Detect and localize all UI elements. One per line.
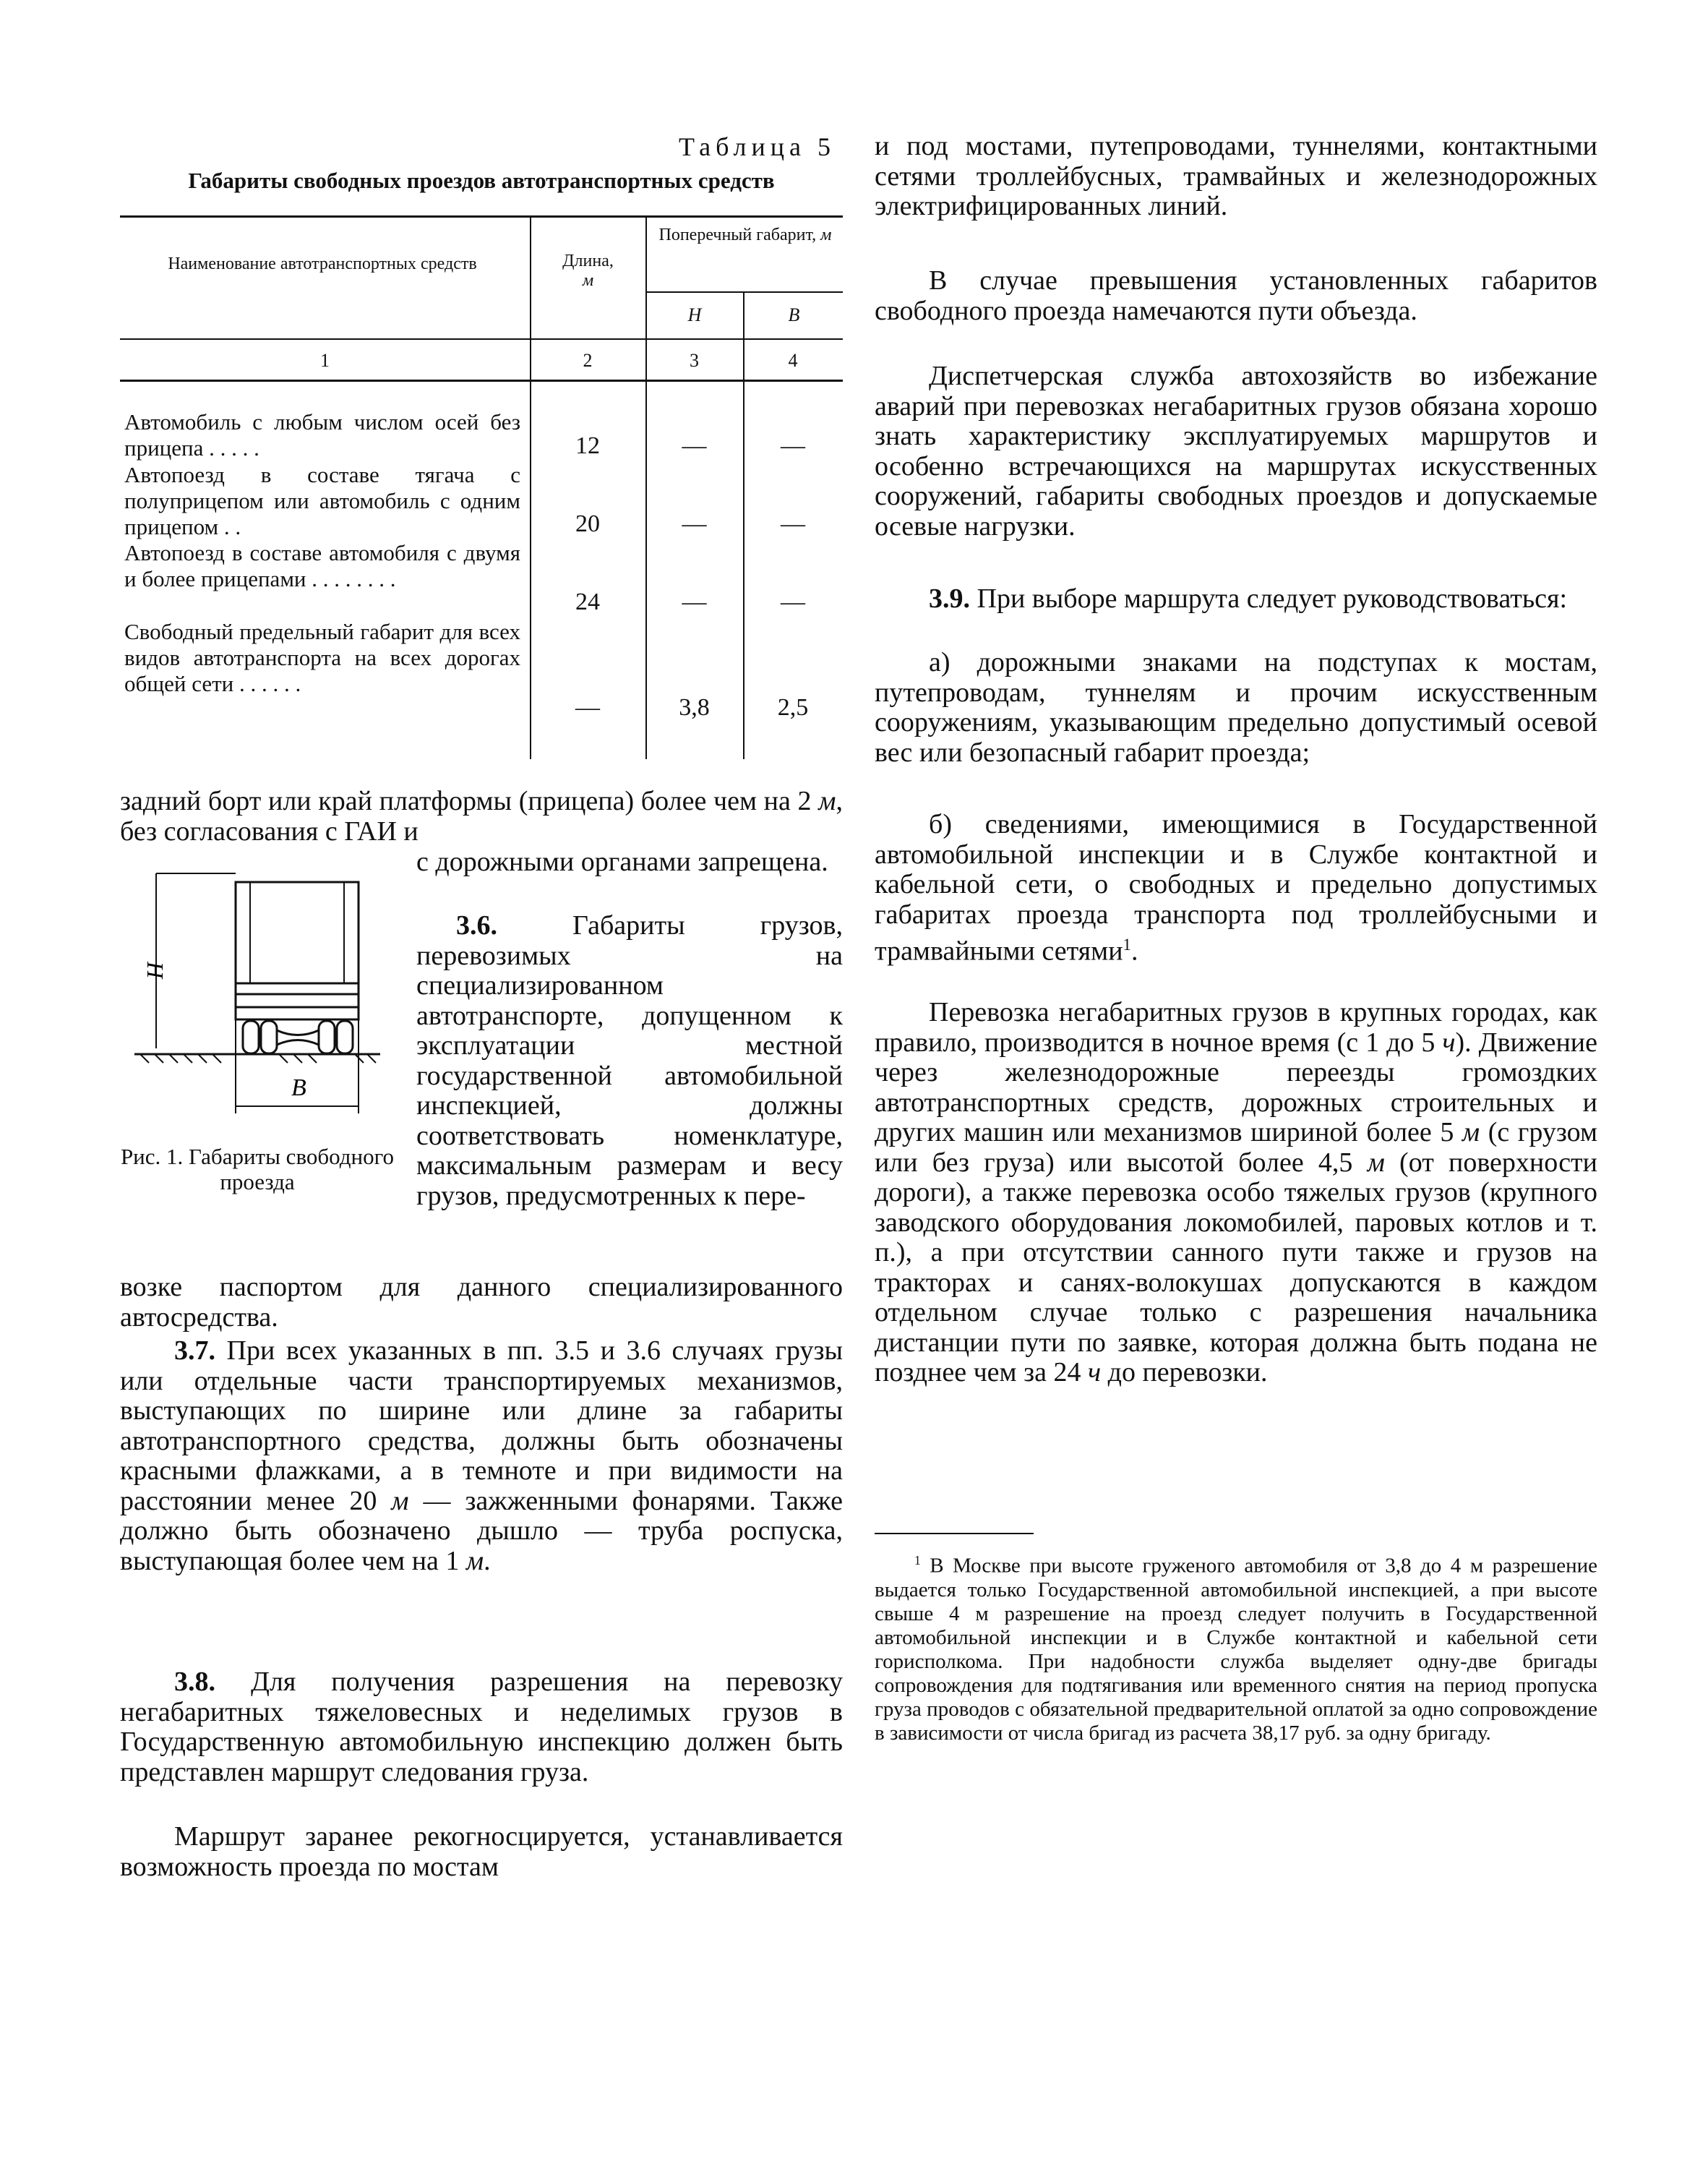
text-span: б) сведениями, имеющимися в Государственной автомобильной инспекции и в Службе контактной и кабельной сети, о свободных и предельно допустимых габаритах проезда транспорта под троллейбусными и трамвайными сетями bbox=[875, 809, 1597, 967]
clause-number: 3.7. bbox=[174, 1335, 215, 1366]
table-row-name: Автопоезд в составе тягача с полуприцепом или автомобиль с одним прицепом . . bbox=[124, 462, 520, 539]
header-b: В bbox=[788, 304, 800, 325]
table-cell-b: 2,5 bbox=[777, 694, 809, 721]
text-span: При выборе маршрута следует руководствоваться: bbox=[970, 583, 1568, 614]
col-number: 1 bbox=[320, 350, 330, 371]
clause-number: 3.8. bbox=[174, 1667, 215, 1697]
text-span: до перевозки. bbox=[1101, 1357, 1268, 1387]
unit: м bbox=[1462, 1117, 1480, 1147]
paragraph bbox=[875, 266, 1597, 326]
text-span: Для получения разрешения на перевозку негабаритных тяжеловесных и неделимых грузов в Государственную автомобильную инспекцию должен быть представлен маршрут следования груза. bbox=[120, 1667, 843, 1787]
col-number: 2 bbox=[583, 350, 593, 371]
paragraph bbox=[875, 810, 1597, 967]
table-label: Таблица 5 bbox=[679, 132, 836, 161]
vehicle-clearance-diagram bbox=[134, 868, 380, 1135]
text-span: При всех указанных в пп. 3.5 и 3.6 случаях грузы или отдельные части транспортируемых механизмов, выступающих по ширине или длине за габариты автотранспортного средства, должны быть обозначены красными флажками, а в темноте и при видимости на расстоянии менее 20 bbox=[120, 1335, 843, 1516]
paragraph bbox=[416, 847, 843, 878]
footnote-ref: 1 bbox=[1123, 936, 1131, 954]
table-cell-b: — bbox=[781, 432, 805, 459]
footnote-mark: 1 bbox=[914, 1553, 921, 1567]
unit: ч bbox=[1442, 1027, 1456, 1058]
unit: м bbox=[391, 1485, 409, 1516]
text-span: Габариты грузов, перевозимых на специализированном автотранспорте, допущенном к эксплуатации местной государственной автомобильной инспекцией, должны соответствовать номенклатуре, максимальным размерам и весу грузов, предусмотренных к пере- bbox=[416, 910, 843, 1211]
table-cell-b: — bbox=[781, 589, 805, 615]
text-span: Перевозка негабаритных грузов в крупных городах, как правило, производится в ночное время (с 1 до 5 bbox=[875, 997, 1597, 1058]
table-cell-b: — bbox=[781, 510, 805, 537]
paragraph bbox=[120, 1336, 843, 1576]
text-span: Маршрут заранее рекогносцируется, устанавливается возможность проезда по мостам bbox=[120, 1821, 843, 1882]
table-row-name: Свободный предельный габарит для всех видов автотранспорта на всех дорогах общей сети . . . . . . bbox=[124, 619, 520, 696]
paragraph bbox=[875, 648, 1597, 768]
table-cell-length: 12 bbox=[575, 432, 600, 459]
table-row-name: Автопоезд в составе автомобиля с двумя и более прицепами . . . . . . . . bbox=[124, 540, 520, 591]
table-cell-length: 20 bbox=[575, 510, 600, 537]
table-numbers-rule bbox=[120, 380, 843, 382]
table-top-rule bbox=[120, 215, 843, 218]
unit: ч bbox=[1087, 1357, 1102, 1387]
paragraph bbox=[120, 1273, 843, 1333]
table-vline bbox=[645, 215, 647, 759]
text-span: , без согласования с ГАИ и bbox=[120, 786, 843, 847]
text-span: возке паспортом для данного специализированного автосредства. bbox=[120, 1272, 843, 1333]
footnote bbox=[875, 1549, 1597, 1745]
text-span: задний борт или край платформы (прицепа) более чем на 2 bbox=[120, 786, 819, 816]
figure-1 bbox=[120, 868, 409, 1273]
paragraph bbox=[416, 911, 843, 1211]
paragraph bbox=[875, 584, 1597, 615]
table-cell-h: — bbox=[682, 510, 707, 537]
text-span: (от поверхности дороги), а также перевозка особо тяжелых грузов (крупного заводского оборудования локомобилей, паровых котлов и т. п.), а при отсутствии санного пути также и грузов на тракторах и санях-волокушах допускаются в каждом отдельном случае только с разрешения начальника дистанции пути по заявке, которая должна быть подана не позднее чем за 24 bbox=[875, 1147, 1597, 1387]
header-cross-unit: м bbox=[820, 226, 832, 244]
header-length bbox=[532, 252, 644, 291]
table-cell-h: 3,8 bbox=[679, 694, 710, 721]
text-span: (с грузом или без груза) или высотой более 4,5 bbox=[875, 1117, 1597, 1178]
paragraph bbox=[120, 1667, 843, 1787]
unit: м bbox=[818, 786, 836, 816]
col-number: 3 bbox=[690, 350, 699, 371]
text-span: Диспетчерская служба автохозяйств во избежание аварий при перевозках негабаритных грузов обязана хорошо знать характеристику эксплуатируемых маршрутов и особенно встречающихся на маршрутах искусственных сооружений, габариты свободных проездов и допускаемые осевые нагрузки. bbox=[875, 361, 1597, 542]
paragraph bbox=[875, 362, 1597, 542]
table-cell-length: 24 bbox=[575, 589, 600, 615]
header-h: Н bbox=[687, 304, 702, 325]
header-cross-label: Поперечный габарит, bbox=[658, 226, 817, 244]
table-title: Габариты свободных проездов автотранспортных средств bbox=[188, 168, 775, 193]
table-header-rule bbox=[120, 338, 843, 340]
figure-label-b: В bbox=[291, 1074, 306, 1101]
text-span: . bbox=[484, 1545, 491, 1576]
text-span: ). Движение через железнодорожные переезды громоздких автотранспортных средств, дорожных строительных и других машин или механизмов шириной более 5 bbox=[875, 1027, 1598, 1147]
figure-caption: Рис. 1. Габариты свободного проезда bbox=[120, 1144, 395, 1194]
table-vline bbox=[530, 215, 531, 759]
clause-number: 3.6. bbox=[456, 910, 497, 941]
text-span: . bbox=[1130, 936, 1138, 967]
unit: м bbox=[1367, 1147, 1385, 1178]
header-name: Наименование автотранспортных средств bbox=[168, 255, 477, 273]
table-cell-h: — bbox=[682, 589, 707, 615]
clause-number: 3.9. bbox=[929, 583, 970, 614]
text-span: и под мостами, путепроводами, туннелями, контактными сетями троллейбусных, трамвайных и железнодорожных электрифицированных линий. bbox=[875, 131, 1597, 221]
paragraph bbox=[120, 1822, 843, 1882]
paragraph bbox=[875, 132, 1597, 222]
dimensions-table bbox=[120, 210, 843, 759]
figure-label-h: Н bbox=[142, 962, 168, 979]
table-cell-length: — bbox=[575, 694, 600, 721]
unit: м bbox=[465, 1545, 484, 1576]
paragraph bbox=[120, 787, 843, 847]
table-cell-h: — bbox=[682, 432, 707, 459]
table-row-name: Автомобиль с любым числом осей без прицепа . . . . . bbox=[124, 409, 520, 461]
text-span: с дорожными органами запрещена. bbox=[416, 847, 828, 877]
paragraph bbox=[875, 998, 1597, 1388]
text-span: — зажженными фонарями. Также должно быть обозначено дышло — труба роспуска, выступающая более чем на 1 bbox=[120, 1485, 843, 1576]
text-span: В случае превышения установленных габаритов свободного проезда намечаются пути объезда. bbox=[875, 265, 1597, 326]
text-span: а) дорожными знаками на подступах к мостам, путепроводам, туннелям и прочим искусственным сооружениям, указывающим предельно допустимый осевой вес или безопасный габарит проезда; bbox=[875, 647, 1597, 768]
footnote-rule bbox=[875, 1533, 1034, 1534]
header-length-unit: м bbox=[582, 271, 594, 290]
header-cross bbox=[655, 226, 836, 245]
col-number: 4 bbox=[788, 350, 798, 371]
header-length-label: Длина, bbox=[562, 252, 614, 270]
footnote-text: В Москве при высоте груженого автомобиля от 3,8 до 4 м разрешение выдается только Государственной автомобильной инспекцией, а при высоте свыше 4 м разрешение на проезд следует получить в Государственной автомобильной инспекции и в Службе контактной и кабельной сети горисполкома. При надобности служба выделяет одну-две бригады сопровождения для подтягивания или временного снятия на период пропуска груза проводов с обязательной предварительной оплатой за одно сопровождение в зависимости от числа бригад из расчета 38,17 руб. за одну бригаду. bbox=[875, 1554, 1597, 1745]
